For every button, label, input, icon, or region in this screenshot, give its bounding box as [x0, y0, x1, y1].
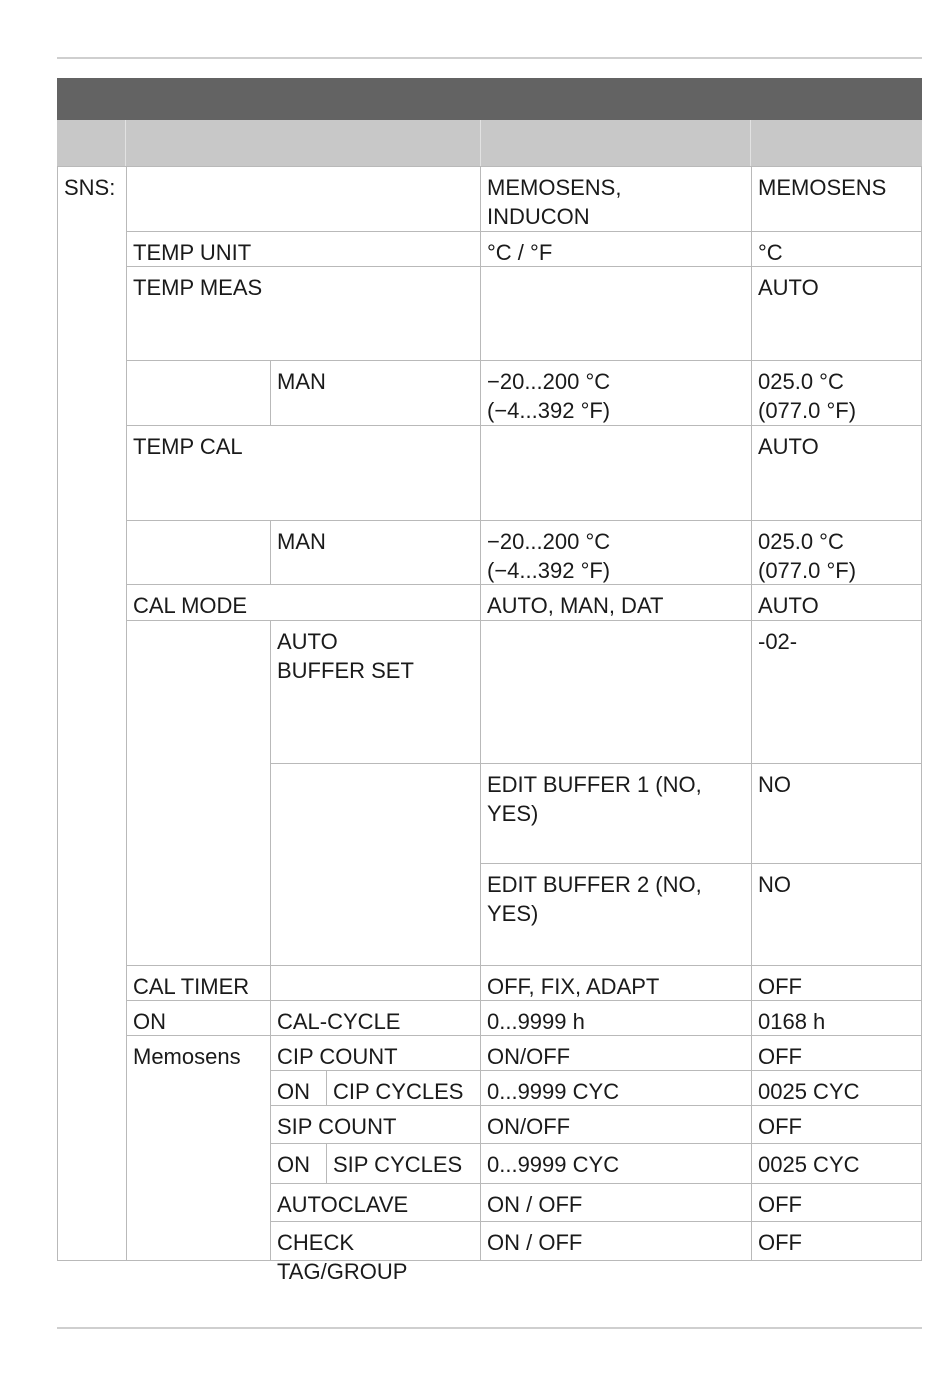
default-cell: 0025 CYC — [751, 1143, 922, 1184]
empty-cell — [126, 520, 271, 585]
options-cell: −20...200 °C (−4...392 °F) — [480, 520, 752, 585]
param-cell: CAL MODE — [126, 584, 481, 621]
options-cell: EDIT BUFFER 1 (NO, YES) — [480, 763, 752, 864]
default-cell: NO — [751, 863, 922, 966]
empty-cell — [126, 360, 271, 426]
options-cell: ON/OFF — [480, 1035, 752, 1071]
options-cell: EDIT BUFFER 2 (NO, YES) — [480, 863, 752, 966]
options-cell: ON / OFF — [480, 1183, 752, 1222]
default-cell: MEMOSENS — [751, 166, 922, 232]
options-cell: ON/OFF — [480, 1105, 752, 1144]
default-cell: OFF — [751, 1035, 922, 1071]
default-cell: AUTO — [751, 584, 922, 621]
table-header-band — [57, 120, 922, 166]
table-title-band — [57, 78, 922, 120]
sub-param-cell: SIP COUNT — [270, 1105, 481, 1144]
footer-rule — [57, 1327, 922, 1329]
sub-param-cell: CIP COUNT — [270, 1035, 481, 1071]
options-cell — [480, 425, 752, 521]
options-cell: OFF, FIX, ADAPT — [480, 965, 752, 1001]
default-cell: OFF — [751, 965, 922, 1001]
options-cell — [480, 266, 752, 361]
options-cell: 0...9999 h — [480, 1000, 752, 1036]
options-cell: 0...9999 CYC — [480, 1070, 752, 1106]
sub-param-cell: MAN — [270, 520, 481, 585]
default-cell: 0025 CYC — [751, 1070, 922, 1106]
section-label: SNS: — [57, 166, 127, 1261]
default-cell: OFF — [751, 1221, 922, 1261]
param-cell: TEMP MEAS — [126, 266, 481, 361]
options-cell: MEMOSENS, INDUCON — [480, 166, 752, 232]
sub-sub-param-cell: SIP CYCLES — [326, 1143, 481, 1184]
default-cell: 025.0 °C (077.0 °F) — [751, 520, 922, 585]
header-rule — [57, 57, 922, 59]
default-cell: NO — [751, 763, 922, 864]
default-cell: 025.0 °C (077.0 °F) — [751, 360, 922, 426]
default-cell: OFF — [751, 1105, 922, 1144]
default-cell: AUTO — [751, 266, 922, 361]
options-cell — [480, 620, 752, 764]
options-cell: −20...200 °C (−4...392 °F) — [480, 360, 752, 426]
options-cell: AUTO, MAN, DAT — [480, 584, 752, 621]
sub-param-cell: AUTOCLAVE — [270, 1183, 481, 1222]
default-cell: °C — [751, 231, 922, 267]
options-cell: 0...9999 CYC — [480, 1143, 752, 1184]
default-cell: -02- — [751, 620, 922, 764]
default-cell: 0168 h — [751, 1000, 922, 1036]
empty-cell — [270, 763, 481, 966]
sub-param-cell: CHECK TAG/GROUP — [270, 1221, 481, 1261]
sub-on-cell: ON — [270, 1143, 327, 1184]
param-cell: CAL TIMER — [126, 965, 271, 1001]
sub-param-cell: AUTO BUFFER SET — [270, 620, 481, 764]
param-cell: ON — [126, 1000, 271, 1036]
param-cell: TEMP UNIT — [126, 231, 481, 267]
param-cell: TEMP CAL — [126, 425, 481, 521]
empty-cell — [270, 965, 481, 1001]
options-cell: ON / OFF — [480, 1221, 752, 1261]
param-cell — [126, 166, 481, 232]
sub-param-cell: MAN — [270, 360, 481, 426]
empty-cell — [126, 620, 271, 966]
sub-sub-param-cell: CIP CYCLES — [326, 1070, 481, 1106]
default-cell: AUTO — [751, 425, 922, 521]
sub-param-cell: CAL-CYCLE — [270, 1000, 481, 1036]
default-cell: OFF — [751, 1183, 922, 1222]
options-cell: °C / °F — [480, 231, 752, 267]
param-cell: Memosens — [126, 1035, 271, 1261]
sub-on-cell: ON — [270, 1070, 327, 1106]
